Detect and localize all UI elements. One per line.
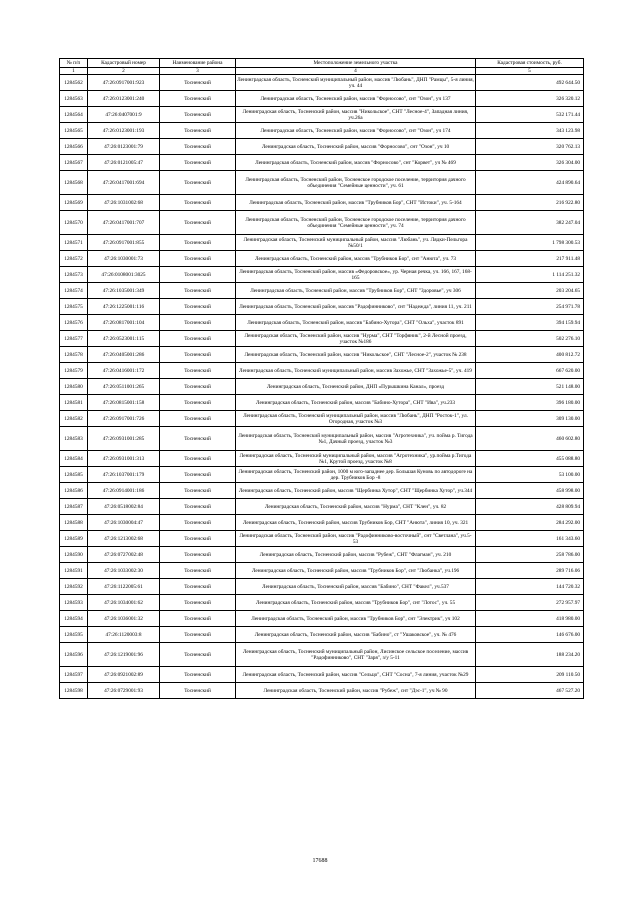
location: Ленинградская область, Тосненский район, Тосненское городское поселение, территория дачного объединения "Семейные ценности", уч. 74 <box>236 211 476 235</box>
row-index: 1284584 <box>60 451 88 467</box>
cadastral-number: 47:26:0123001:193 <box>88 123 160 139</box>
district-name: Тосненский <box>160 595 236 611</box>
table-row <box>60 611 584 627</box>
location: Ленинградская область, Тосненский район, массив «Федоровское», ур. Черная речка, уч. 166, 167, 168-165 <box>236 267 476 283</box>
location: Ленинградская область, Тосненский муниципальный район, массив "Агротехника", ур.пойма р.Тигода №1, Крутой проезд, участок №8 <box>236 451 476 467</box>
cadastral-number: 47:26:0815001:158 <box>88 395 160 411</box>
location: Ленинградская область, Тосненский район, массив "Рубеж", снт "Дэс-1", уч № 90 <box>236 683 476 699</box>
row-index: 1284576 <box>60 315 88 331</box>
cadastral-value: 258 786.00 <box>476 547 584 563</box>
cadastral-number: 47:26:1030001:73 <box>88 251 160 267</box>
location: Ленинградская область, Тосненский район, массив "Никольское", СНТ "Лесное-4", Западная линия, уч.26а <box>236 107 476 123</box>
location: Ленинградская область, Тосненский район, массив "Никольское", СНТ "Лесное-2", участок № 238 <box>236 347 476 363</box>
table-row <box>60 595 584 611</box>
cadastral-number: 47:26:1037001:179 <box>88 467 160 483</box>
row-index: 1284598 <box>60 683 88 699</box>
location: Ленинградская область, Тосненский район, массив "Нурма", СНТ "Торфяник", 2-й Лесной проезд, участок №186 <box>236 331 476 347</box>
cadastral-value: 428 809.94 <box>476 499 584 515</box>
table-row <box>60 171 584 195</box>
location: Ленинградская область, Тосненский район, массив "Форносово", снт "Озон", уч 137 <box>236 91 476 107</box>
cadastral-number: 47:26:0817001:104 <box>88 315 160 331</box>
location: Ленинградская область, Тосненский район, массив "Сельцо", СНТ "Сосна", 7-я линия, участок №29 <box>236 667 476 683</box>
cadastral-number: 47:26:1031002:68 <box>88 195 160 211</box>
row-index: 1284573 <box>60 267 88 283</box>
table-row <box>60 395 584 411</box>
district-name: Тосненский <box>160 467 236 483</box>
cadastral-value: 458 998.00 <box>476 483 584 499</box>
row-index: 1284595 <box>60 627 88 643</box>
location: Ленинградская область, Тосненский район, массив "Радофинниково-восточный", снт "Светлана", уч.5-53 <box>236 531 476 547</box>
table-row <box>60 451 584 467</box>
table-row <box>60 139 584 155</box>
location: Ленинградская область, Тосненский район, массив "Форносово", снт "Озон", уч 174 <box>236 123 476 139</box>
col-header-district: Наименование района <box>160 59 236 68</box>
cadastral-number: 47:26:1213002:68 <box>88 531 160 547</box>
district-name: Тосненский <box>160 299 236 315</box>
table-row <box>60 299 584 315</box>
row-index: 1284591 <box>60 563 88 579</box>
col-header-cadastral-value: Кадастровая стоимость, руб. <box>476 59 584 68</box>
district-name: Тосненский <box>160 123 236 139</box>
district-name: Тосненский <box>160 347 236 363</box>
cadastral-value: 217 911.48 <box>476 251 584 267</box>
col-number: 2 <box>88 68 160 75</box>
cadastral-number: 47:26:0405001:286 <box>88 347 160 363</box>
district-name: Тосненский <box>160 643 236 667</box>
cadastral-number: 47:26:0914001:186 <box>88 483 160 499</box>
row-index: 1284589 <box>60 531 88 547</box>
district-name: Тосненский <box>160 363 236 379</box>
cadastral-number: 47:26:0917001:726 <box>88 411 160 427</box>
row-index: 1284583 <box>60 427 88 451</box>
district-name: Тосненский <box>160 195 236 211</box>
cadastral-value: 320 762.13 <box>476 139 584 155</box>
district-name: Тосненский <box>160 611 236 627</box>
table-row <box>60 211 584 235</box>
location: Ленинградская область, Тосненский район, массив "Бабино-Хутора", СНТ "Ольха", участок 891 <box>236 315 476 331</box>
cadastral-value: 667 620.00 <box>476 363 584 379</box>
location: Ленинградская область, Тосненский район, массив "Трубников Бор", СНТ "Истоки", уч. 5-164 <box>236 195 476 211</box>
district-name: Тосненский <box>160 107 236 123</box>
cadastral-number: 47:26:0123001:240 <box>88 91 160 107</box>
col-header-location: Местоположение земельного участка <box>236 59 476 68</box>
cadastral-value: 382 247.04 <box>476 211 584 235</box>
table-row <box>60 267 584 283</box>
cadastral-value: 326 304.00 <box>476 155 584 171</box>
cadastral-value: 1 114 251.32 <box>476 267 584 283</box>
cadastral-value: 161 343.60 <box>476 531 584 547</box>
district-name: Тосненский <box>160 531 236 547</box>
location: Ленинградская область, Тосненский район, Тосненское городское поселение, территория дачного объединения "Семейные ценности", уч. 61 <box>236 171 476 195</box>
row-index: 1284582 <box>60 411 88 427</box>
table-row <box>60 427 584 451</box>
table-row <box>60 75 584 91</box>
district-name: Тосненский <box>160 283 236 299</box>
location: Ленинградская область, Тосненский район, массив "Трубников Бор", снт "Любанка", уч.196 <box>236 563 476 579</box>
table-row <box>60 467 584 483</box>
district-name: Тосненский <box>160 267 236 283</box>
district-name: Тосненский <box>160 411 236 427</box>
cadastral-value: 532 171.44 <box>476 107 584 123</box>
cadastral-number: 47:26:0121005:47 <box>88 155 160 171</box>
district-name: Тосненский <box>160 499 236 515</box>
table-row <box>60 627 584 643</box>
location: Ленинградская область, Тосненский район, массив "Нурма", СНТ "Клен", уч. 82 <box>236 499 476 515</box>
district-name: Тосненский <box>160 379 236 395</box>
cadastral-value: 188 234.20 <box>476 643 584 667</box>
table-row <box>60 195 584 211</box>
table-row <box>60 379 584 395</box>
cadastral-number: 47:26:0416001:172 <box>88 363 160 379</box>
district-name: Тосненский <box>160 331 236 347</box>
cadastral-value: 394 159.94 <box>476 315 584 331</box>
table-row <box>60 531 584 547</box>
table-row <box>60 283 584 299</box>
location: Ленинградская область, Тосненский район, массив Трубников Бор, СНТ "Анюта", линия 10, уч. 321 <box>236 515 476 531</box>
cadastral-number: 47:26:0931001:313 <box>88 451 160 467</box>
cadastral-value: 521 148.00 <box>476 379 584 395</box>
location: Ленинградская область, Тосненский район, массив "Рубеж", СНТ "Флагман", уч. 210 <box>236 547 476 563</box>
location: Ленинградская область, Тосненский район, массив "Трубников Бор", снт "Лотос", уч. 55 <box>236 595 476 611</box>
cadastral-number: 47:26:1225001:116 <box>88 299 160 315</box>
cadastral-number: 47:26:0921002:89 <box>88 667 160 683</box>
district-name: Тосненский <box>160 315 236 331</box>
cadastral-number: 47:26:1120003:8 <box>88 627 160 643</box>
table-row <box>60 547 584 563</box>
row-index: 1284580 <box>60 379 88 395</box>
row-index: 1284564 <box>60 107 88 123</box>
cadastral-value: 400 812.72 <box>476 347 584 363</box>
district-name: Тосненский <box>160 139 236 155</box>
district-name: Тосненский <box>160 547 236 563</box>
district-name: Тосненский <box>160 427 236 451</box>
location: Ленинградская область, Тосненский район, ДНП «Пурышкина Канал», проезд <box>236 379 476 395</box>
row-index: 1284581 <box>60 395 88 411</box>
cadastral-value: 209 110.50 <box>476 667 584 683</box>
table-body <box>60 75 584 699</box>
table-row <box>60 123 584 139</box>
cadastral-value: 492 644.50 <box>476 75 584 91</box>
table-row <box>60 363 584 379</box>
cadastral-number: 47:26:0407001:9 <box>88 107 160 123</box>
table-row <box>60 235 584 251</box>
row-index: 1284570 <box>60 211 88 235</box>
cadastral-number: 47:26:0511001:265 <box>88 379 160 395</box>
table-row <box>60 155 584 171</box>
table-row <box>60 251 584 267</box>
table-row <box>60 411 584 427</box>
location: Ленинградская область, Тосненский район, массив "Бабино", СНТ "Факел", уч.537 <box>236 579 476 595</box>
row-index: 1284577 <box>60 331 88 347</box>
cadastral-number: 47:26:1035001:349 <box>88 283 160 299</box>
district-name: Тосненский <box>160 75 236 91</box>
cadastral-value: 418 980.00 <box>476 611 584 627</box>
location: Ленинградская область, Тосненский муниципальный район, массив Захожье, СНТ "Захожье-5", уч. 419 <box>236 363 476 379</box>
cadastral-number: 47:26:1034001:62 <box>88 595 160 611</box>
cadastral-number: 47:26:0417001:707 <box>88 211 160 235</box>
row-index: 1284568 <box>60 171 88 195</box>
location: Ленинградская область, Тосненский район, массив "Форносово", снт "Озон", уч 10 <box>236 139 476 155</box>
row-index: 1284574 <box>60 283 88 299</box>
cadastral-number: 47:26:1122005:61 <box>88 579 160 595</box>
location: Ленинградская область, Тосненский район, массив "Радофинниково", снт "Надежда", линия 11, уч. 211 <box>236 299 476 315</box>
row-index: 1284587 <box>60 499 88 515</box>
location: Ленинградская область, Тосненский район, массив "Трубников Бор", СНТ "Здоровье", уч 306 <box>236 283 476 299</box>
cadastral-number: 47:26:0108001:3025 <box>88 267 160 283</box>
cadastral-value: 203 204.65 <box>476 283 584 299</box>
col-number: 5 <box>476 68 584 75</box>
table-row <box>60 683 584 699</box>
location: Ленинградская область, Тосненский район, массив "Бабино-Хутора", СНТ "Ива", уч.233 <box>236 395 476 411</box>
district-name: Тосненский <box>160 563 236 579</box>
row-index: 1284565 <box>60 123 88 139</box>
cadastral-value: 396 180.00 <box>476 395 584 411</box>
cadastral-number: 47:26:1036001:32 <box>88 611 160 627</box>
district-name: Тосненский <box>160 235 236 251</box>
table-row <box>60 347 584 363</box>
cadastral-value: 343 123.98 <box>476 123 584 139</box>
col-number: 3 <box>160 68 236 75</box>
district-name: Тосненский <box>160 483 236 499</box>
cadastral-number: 47:26:0123001:79 <box>88 139 160 155</box>
row-index: 1284566 <box>60 139 88 155</box>
district-name: Тосненский <box>160 667 236 683</box>
cadastral-value: 284 292.00 <box>476 515 584 531</box>
district-name: Тосненский <box>160 451 236 467</box>
cadastral-value: 146 676.00 <box>476 627 584 643</box>
table-row <box>60 483 584 499</box>
district-name: Тосненский <box>160 579 236 595</box>
cadastral-number: 47:26:0931001:285 <box>88 427 160 451</box>
location: Ленинградская область, Тосненский муниципальный район, Лисинское сельское поселение, массив "Радофинниково", СНТ "Заря", з/у 5-11 <box>236 643 476 667</box>
cadastral-number: 47:26:1030004:47 <box>88 515 160 531</box>
cadastral-value: 144 720.32 <box>476 579 584 595</box>
cadastral-value: 467 527.20 <box>476 683 584 699</box>
row-index: 1284594 <box>60 611 88 627</box>
col-number: 1 <box>60 68 88 75</box>
page-number: 17688 <box>312 858 328 864</box>
cadastral-value: 53 100.00 <box>476 467 584 483</box>
table-row <box>60 643 584 667</box>
row-index: 1284563 <box>60 91 88 107</box>
cadastral-number: 47:26:0727002:48 <box>88 547 160 563</box>
col-number: 4 <box>236 68 476 75</box>
row-index: 1284596 <box>60 643 88 667</box>
header-number-row <box>60 68 584 75</box>
location: Ленинградская область, Тосненский район, массив "Трубников Бор", снт "Электрик", уч 102 <box>236 611 476 627</box>
cadastral-number: 47:26:0417001:694 <box>88 171 160 195</box>
location: Ленинградская область, Тосненский район, массив "Бабино", ст "Ушаковское", уч. № 476 <box>236 627 476 643</box>
cadastral-value: 254 971.78 <box>476 299 584 315</box>
district-name: Тосненский <box>160 211 236 235</box>
location: Ленинградская область, Тосненский район, массив "Форносово", снт "Корвет", уч № 469 <box>236 155 476 171</box>
cadastral-value: 326 320.12 <box>476 91 584 107</box>
row-index: 1284585 <box>60 467 88 483</box>
row-index: 1284586 <box>60 483 88 499</box>
col-header-index: № п/п <box>60 59 88 68</box>
table-row <box>60 667 584 683</box>
location: Ленинградская область, Тосненский район, 1000 м юго-западнее дер. Большая Куновь по автодороге на дер. Трубников Бор -8 <box>236 467 476 483</box>
district-name: Тосненский <box>160 171 236 195</box>
table-row <box>60 563 584 579</box>
row-index: 1284597 <box>60 667 88 683</box>
cadastral-value: 502 276.10 <box>476 331 584 347</box>
district-name: Тосненский <box>160 627 236 643</box>
table-row <box>60 515 584 531</box>
location: Ленинградская область, Тосненский район, массив "Трубников Бор", снт "Анюта", уч. 73 <box>236 251 476 267</box>
cadastral-number: 47:26:0729001:93 <box>88 683 160 699</box>
location: Ленинградская область, Тосненский муниципальный район, массив "Любань", ДНП "Росток-1", ул. Огородная, участок №3 <box>236 411 476 427</box>
header-row <box>60 59 584 68</box>
row-index: 1284579 <box>60 363 88 379</box>
table-row <box>60 499 584 515</box>
cadastral-number: 47:26:1219001:96 <box>88 643 160 667</box>
cadastral-number: 47:26:0518002:84 <box>88 499 160 515</box>
cadastral-number: 47:26:0917001:855 <box>88 235 160 251</box>
row-index: 1284575 <box>60 299 88 315</box>
cadastral-number: 47:26:0523001:115 <box>88 331 160 347</box>
location: Ленинградская область, Тосненский район, массив "Щербинка Хутор", СНТ "Щербинка Хутор", уч.344 <box>236 483 476 499</box>
cadastral-number: 47:26:0917001:923 <box>88 75 160 91</box>
row-index: 1284592 <box>60 579 88 595</box>
district-name: Тосненский <box>160 91 236 107</box>
col-header-cadastral-number: Кадастровый номер <box>88 59 160 68</box>
cadastral-value: 272 957.97 <box>476 595 584 611</box>
row-index: 1284571 <box>60 235 88 251</box>
location: Ленинградская область, Тосненский муниципальный район, массив "Любань", ДНП "Рамцы", 5-я линия, уч. 44 <box>237 76 474 89</box>
cadastral-value: 289 716.06 <box>476 563 584 579</box>
table-row <box>60 331 584 347</box>
cadastral-number: 47:26:1033002:30 <box>88 563 160 579</box>
cadastral-value: 1 798 300.53 <box>476 235 584 251</box>
cadastral-value: 424 890.64 <box>476 171 584 195</box>
table-row <box>60 107 584 123</box>
cadastral-table <box>59 58 584 699</box>
row-index: 1284590 <box>60 547 88 563</box>
row-index: 1284593 <box>60 595 88 611</box>
district-name: Тосненский <box>160 155 236 171</box>
row-index: 1284569 <box>60 195 88 211</box>
location: Ленинградская область, Тосненский муниципальный район, массив "Агротехника", уч. пойма р. Тигода №1, Дачный проезд, участок №3 <box>236 427 476 451</box>
cadastral-value: 455 088.80 <box>476 451 584 467</box>
district-name: Тосненский <box>160 515 236 531</box>
row-index: 1284567 <box>60 155 88 171</box>
cadastral-value: 309 130.00 <box>476 411 584 427</box>
row-index: 1284588 <box>60 515 88 531</box>
table-row <box>60 91 584 107</box>
table-row <box>60 579 584 595</box>
district-name: Тосненский <box>160 683 236 699</box>
table-row <box>60 315 584 331</box>
cadastral-value: 216 922.80 <box>476 195 584 211</box>
district-name: Тосненский <box>160 251 236 267</box>
cadastral-value: 460 602.80 <box>476 427 584 451</box>
district-name: Тосненский <box>160 395 236 411</box>
row-index: 1284578 <box>60 347 88 363</box>
row-index: 1284572 <box>60 251 88 267</box>
location: Ленинградская область, Тосненский муниципальный район, массив "Любань", уч. Лядки-Пельгора №50/1 <box>236 235 476 251</box>
row-index: 1284562 <box>60 75 88 91</box>
